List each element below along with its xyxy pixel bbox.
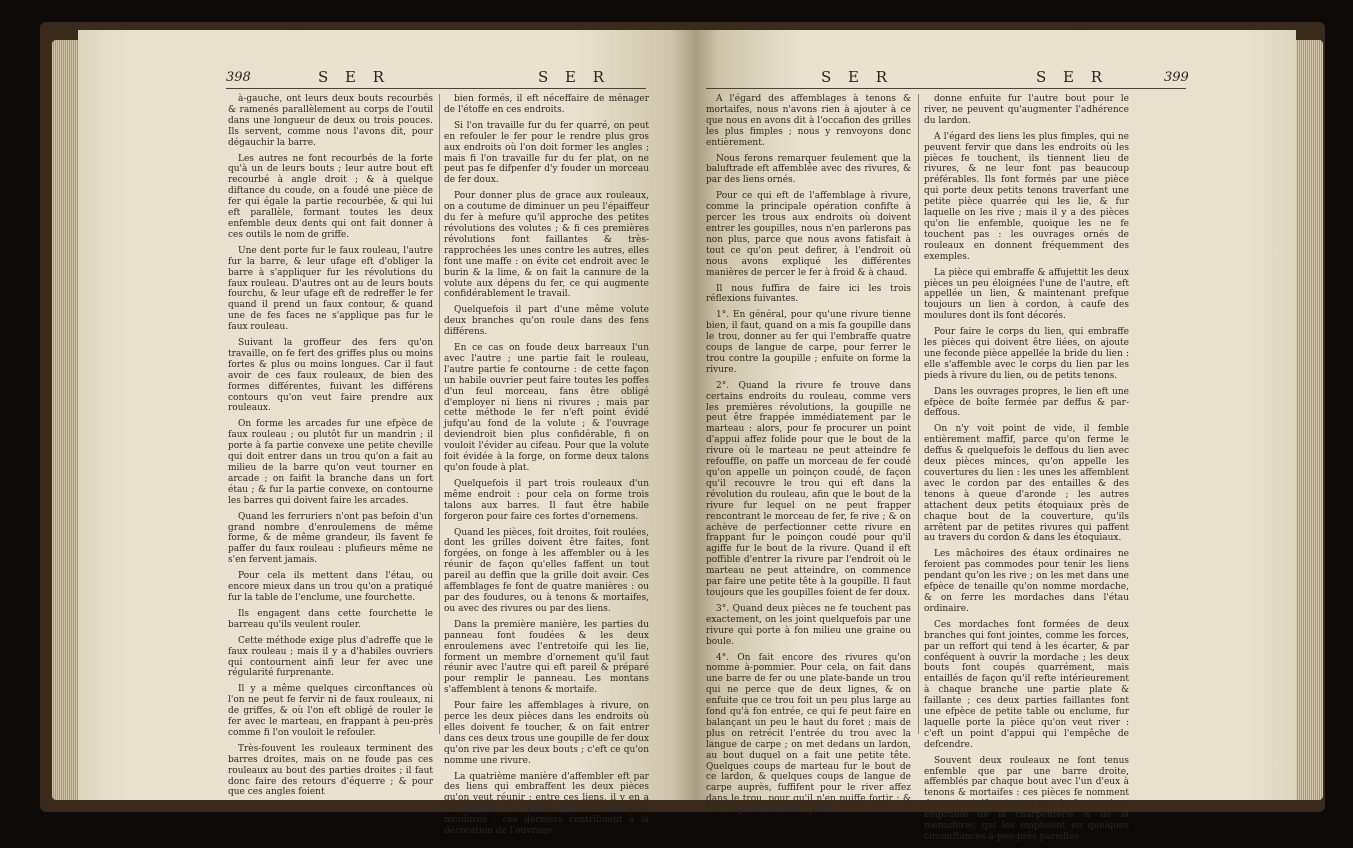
paragraph: Ils engagent dans cette fourchette le barreau qu'ils veulent rouler. — [228, 608, 433, 630]
paragraph: En ce cas on foude deux barreaux l'un avec l'autre ; une partie fait le rouleau, l'autre partie fe contourne : de cette façon un habile ouvrier peut faire toutes les poffes d'un feul morceau, fans être obligé d'employer ni liens ni rivures ; mais par cette méthode le fer n'eft point évidé jufqu'au fond de la volute ; & l'ouvrage deviendroit bien plus confidérable, fi on vouloit l'évider au cifeau. Pour que la volute foit évidée à la forge, on forme deux talons qu'on foude à plat. — [444, 343, 649, 473]
running-head-left-1: S E R — [318, 68, 391, 86]
column-divider-right — [918, 94, 919, 734]
paragraph: On n'y voit point de vide, il femble entièrement maffif, parce qu'on ferme le deffus & quelquefois le deffous du lien avec deux pièces minces, qu'on appelle les couvertures du lien : les unes les affemblent avec le cordon par des entailles & des tenons à queue d'aronde ; les autres attachent deux petits étoquiaux près de chaque bout de la couverture, qu'ils arrêtent par de petites rivures qui paffent au travers du cordon & dans les étoquiaux. — [924, 424, 1129, 544]
paragraph: Les autres ne font recourbés de la forte qu'à un de leurs bouts ; leur autre bout eft recourbé à angle droit ; & à quelque diftance du coude, on a foudé une pièce de fer qui égale la partie recourbée, & qui lui eft parallèle, formant toutes les deux enfemble deux dents qui ont fait donner à ces outils le nom de griffe. — [228, 153, 433, 240]
paragraph: A l'égard des liens les plus fimples, qui ne peuvent fervir que dans les endroits où les pièces fe touchent, ils tiennent lieu de rivures, & ne leur font pas beaucoup préférables. Ils font formés par une pièce qui porte deux petits tenons traverfant une petite pièce quarrée qui les lie, & fur laquelle on les rive ; mais il y a des pièces qu'on lie enfemble, quoique les ne fe touchent pas : les ouvrages ornés de rouleaux en donnent fréquemment des exemples. — [924, 131, 1129, 262]
page-number-left: 398 — [226, 70, 251, 85]
paragraph: Pour faire les affemblages à rivure, on perce les deux pièces dans les endroits où elles doivent fe toucher, & on fait entrer dans ces deux trous une goupille de fer doux qu'on rive par les deux bouts ; c'eft ce qu'on nomme une rivure. — [444, 701, 649, 766]
paragraph: Pour cela ils mettent dans l'étau, ou encore mieux dans un trou qu'on a pratiqué fur la table de l'enclume, une fourchette. — [228, 571, 433, 603]
paragraph: 1°. En général, pour qu'une rivure tienne bien, il faut, quand on a mis fa goupille dans le trou, donner au fer qui l'embraffe quatre coups de langue de carpe, pour ferrer le trou contre la goupille ; enfuite on forme la rivure. — [706, 310, 911, 375]
column-divider-left — [439, 94, 440, 734]
paragraph: Cette méthode exige plus d'adreffe que le faux rouleau ; mais il y a d'habiles ouvriers qui contournent ainfi leur fer avec une régularité furprenante. — [228, 635, 433, 679]
paragraph: Pour faire le corps du lien, qui embraffe les pièces qui doivent être liées, on ajoute une feconde pièce appellée la bride du lien : elle s'affemble avec le corps du lien par les pieds à rivure du lien, ou de petits tenons. — [924, 327, 1129, 381]
paragraph: A l'égard des affemblages à tenons & mortaifes, nous n'avons rien à ajouter à ce que nous en avons dit à l'occafion des grilles les plus fimples ; nous y renvoyons donc entièrement. — [706, 94, 911, 148]
paragraph: Pour donner plus de grace aux rouleaux, on a coutume de diminuer un peu l'épaiffeur du fer à mefure qu'il approche des petites révolutions des volutes ; & fi ces premières révolutions font faillantes & très-rapprochées les unes contre les autres, elles font une maffe : on évite cet endroit avec le burin & la lime, & on fait la cannure de la volute aux dépens du fer, ce qui augmente confidérablement le travail. — [444, 191, 649, 300]
paragraph: 3°. Quand deux pièces ne fe touchent pas exactement, on les joint quelquefois par une rivure qui porte à fon milieu une graine ou boule. — [706, 603, 911, 647]
right-page-column-2 — [924, 94, 1129, 848]
paragraph: donne enfuite fur l'autre bout pour le river, ne peuvent qu'augmenter l'adhérence du lardon. — [924, 94, 1129, 126]
paragraph: Nous ferons remarquer feulement que la baluftrade eft affemblée avec des rivures, & par des liens ornés. — [706, 153, 911, 186]
paragraph: Dans les ouvrages propres, le lien eft une efpèce de boîte fermée par deffus & par-deffous. — [924, 386, 1129, 419]
right-page-column-1 — [706, 94, 911, 821]
paragraph: Si l'on travaille fur du fer quarré, on peut en refouler le fer pour le rendre plus gros aux endroits où l'on doit former les angles ; mais fi l'on travaille fur du fer plat, on ne peut pas fe difpenfer d'y fouder un morceau de fer doux. — [444, 120, 649, 186]
paragraph: Quand les ferruriers n'ont pas befoin d'un grand nombre d'enroulemens de même forme, & de même grandeur, ils favent fe paffer du faux rouleau : plufieurs même ne s'en fervent jamais. — [228, 511, 433, 566]
right-page — [696, 30, 1296, 842]
running-head-right-2: S E R — [1036, 68, 1109, 86]
paragraph: Les mâchoires des étaux ordinaires ne feroient pas commodes pour tenir les liens pendant qu'on les rive ; on les met dans une efpèce de tenaille qu'on nomme mordache, & on ferre les mordaches dans l'étau ordinaire. — [924, 549, 1129, 614]
left-page-column-1 — [228, 94, 433, 803]
paragraph: Quelquefois il part trois rouleaux d'un même endroit : pour cela on forme trois talons aux barres. Il faut être habile forgeron pour faire ces fortes d'ornemens. — [444, 478, 649, 522]
paragraph: 2°. Quand la rivure fe trouve dans certains endroits du rouleau, comme vers les premières révolutions, la goupille ne peut être frappée immédiatement par le marteau : alors, pour fe procurer un point d'appui affez folide pour que le bout de la rivure où le marteau ne peut atteindre fe refouffle, on paffe un morceau de fer coudé qu'on appelle un poinçon coudé, de façon qu'il recouvre le trou qui eft dans la révolution du rouleau, afin que le bout de la rivure fur lequel on ne peut frapper rencontrant le morceau de fer, fe rive ; & on achève de perfectionner cette rivure en frappant fur le poinçon coudé pour qu'il agiffe fur le bout de la rivure. Quand il eft poffible d'entrer la rivure par l'endroit où le marteau ne peut atteindre, on commence par faire une petite tête à la goupille. Il faut toujours que les goupilles foient de fer doux. — [706, 380, 911, 598]
running-head-left-2: S E R — [538, 68, 611, 86]
left-page — [78, 30, 696, 837]
running-head-right-1: S E R — [821, 68, 894, 86]
paragraph: à-gauche, ont leurs deux bouts recourbés & ramenés parallèlement au corps de l'outil dans une longueur de deux ou trois pouces. Ils servent, comme nous l'avons dit, pour dégauchir la barre. — [228, 94, 433, 148]
paragraph: Suivant la groffeur des fers qu'on travaille, on fe fert des griffes plus ou moins fortes & plus ou moins longues. Car il faut avoir de ces faux rouleaux, de bien des formes différentes, fuivant les différens contours qu'on veut faire prendre aux rouleaux. — [228, 338, 433, 414]
paragraph: 4°. On fait encore des rivures qu'on nomme à-pommier. Pour cela, on fait dans une barre de fer ou une plate-bande un trou qui ne perce que de deux lignes, & on enfuite que ce trou foit un peu plus large au fond qu'à fon entrée, ce qui fe peut faire en balançant un peu le haut du foret ; mais de plus on retrécit l'entrée du trou avec la langue de carpe ; on met dedans un lardon, au bout duquel on a fait une petite tête. Quelques coups de marteau fur le bout de ce lardon, & quelques coups de langue de carpe auprès, fuffifent pour le river affez dans le trou, pour qu'il n'en puiffe fortir ; & les coups de marteau qu'on — [706, 652, 911, 816]
paragraph: Dans la première manière, les parties du panneau font foudées & les deux enroulemens avec l'entretoife qui les lie, forment un membre d'ornement qu'il faut réunir avec l'autre qui eft pareil & préparé pour remplir le panneau. Les montans s'affemblent à tenons & mortaife. — [444, 619, 649, 696]
paragraph: Ces mordaches font formées de deux branches qui font jointes, comme les forces, par un reffort qui tend à les écarter, & par conféquent à ouvrir la mordache ; les deux bouts font coupés quarrément, mais entaillés de façon qu'il refte intérieurement à chaque branche une partie plate & faillante ; ces deux parties faillantes font une efpèce de petite table ou enclume, fur laquelle porte la pièce qu'on veut river : c'eft un point d'appui qui l'empêche de defcendre. — [924, 619, 1129, 750]
header-rule-right — [706, 88, 1186, 89]
paragraph: Il nous fuffira de faire ici les trois réflexions fuivantes. — [706, 283, 911, 305]
paragraph: bien formés, il eft néceffaire de ménager de l'étoffe en ces endroits. — [444, 94, 649, 115]
left-page-column-2 — [444, 94, 649, 842]
header-rule-left — [226, 88, 646, 89]
page-edges-right — [1295, 40, 1323, 800]
paragraph: Quelquefois il part d'une même volute deux branches qu'on roule dans des fens différens. — [444, 305, 649, 338]
paragraph: La quatrième manière d'affembler eft par des liens qui embraffent les deux pièces qu'on veut réunir ; entre ces liens, il y en a de fimples, & d'autres qui font ornés de moulures : ces derniers contribuent à la décoration de l'ouvrage. — [444, 771, 649, 837]
paragraph: La pièce qui embraffe & affujettit les deux pièces un peu éloignées l'une de l'autre, eft appellée un lien, & maintenant prefque toujours un lien à cordon, à caufe des moulures dont ils font décorés. — [924, 267, 1129, 322]
paragraph: Il y a même quelques circonftances où l'on ne peut fe fervir ni de faux rouleaux, ni de griffes, & où l'on eft obligé de rouler le fer avec le marteau, en frappant à peu-près comme fi l'on vouloit le refouler. — [228, 684, 433, 738]
paragraph: Quand les pièces, foit droites, foit roulées, dont les grilles doivent être faites, font forgées, on fonge à les affembler ou à les réunir de façon qu'elles faffent un tout pareil au deffin que la grille doit avoir. Ces affemblages fe font de quatre manières : ou par des foudures, ou à tenons & mortaifes, ou avec des rivures ou par des liens. — [444, 527, 649, 614]
paragraph: Une dent porte fur le faux rouleau, l'autre fur la barre, & leur ufage eft d'obliger la barre à s'appliquer fur les révolutions du faux rouleau. D'autres ont au de leurs bouts fourchu, & leur ufage eft de redreffer le fer quand il prend un faux contour, & quand une de fes faces ne s'applique pas fur le faux rouleau. — [228, 245, 433, 333]
paragraph: Très-fouvent les rouleaux terminent des barres droites, mais on ne foude pas ces rouleaux au bout des parties droites ; il faut donc faire des retours d'équerre ; & pour que ces angles foient — [228, 743, 433, 798]
page-number-right: 399 — [1164, 70, 1189, 85]
paragraph: Pour ce qui eft de l'affemblage à rivure, comme la principale opération confifte à percer les trous aux endroits où doivent entrer les goupilles, nous n'en parlerons pas non plus, parce que nous avons fatisfait à tout ce qu'on peut defirer, à l'endroit où nous avons expliqué les différentes manières de percer le fer à froid & à chaud. — [706, 191, 911, 278]
paragraph: Souvent deux rouleaux ne font tenus enfemble que par une barre droite, affemblés par chaque bout avec l'un d'eux à tenons & mortaifes : ces pièces fe nomment des entre-toifes, terme que la ferrurerie a emprunté de la charpenterie & de la menuiferie, qui les emploient en quelques circonftances à-peu-près pareilles. — [924, 755, 1129, 842]
paragraph: On forme les arcades fur une efpèce de faux rouleau ; ou plutôt fur un mandrin ; il porte à fa partie convexe une petite cheville qui doit entrer dans un trou qu'on a fait au milieu de la barre qu'on veut tourner en arcade ; on faifit la branche dans un fort étau ; & fur la partie convexe, on contourne les barres qui doivent faire les arcades. — [228, 419, 433, 506]
